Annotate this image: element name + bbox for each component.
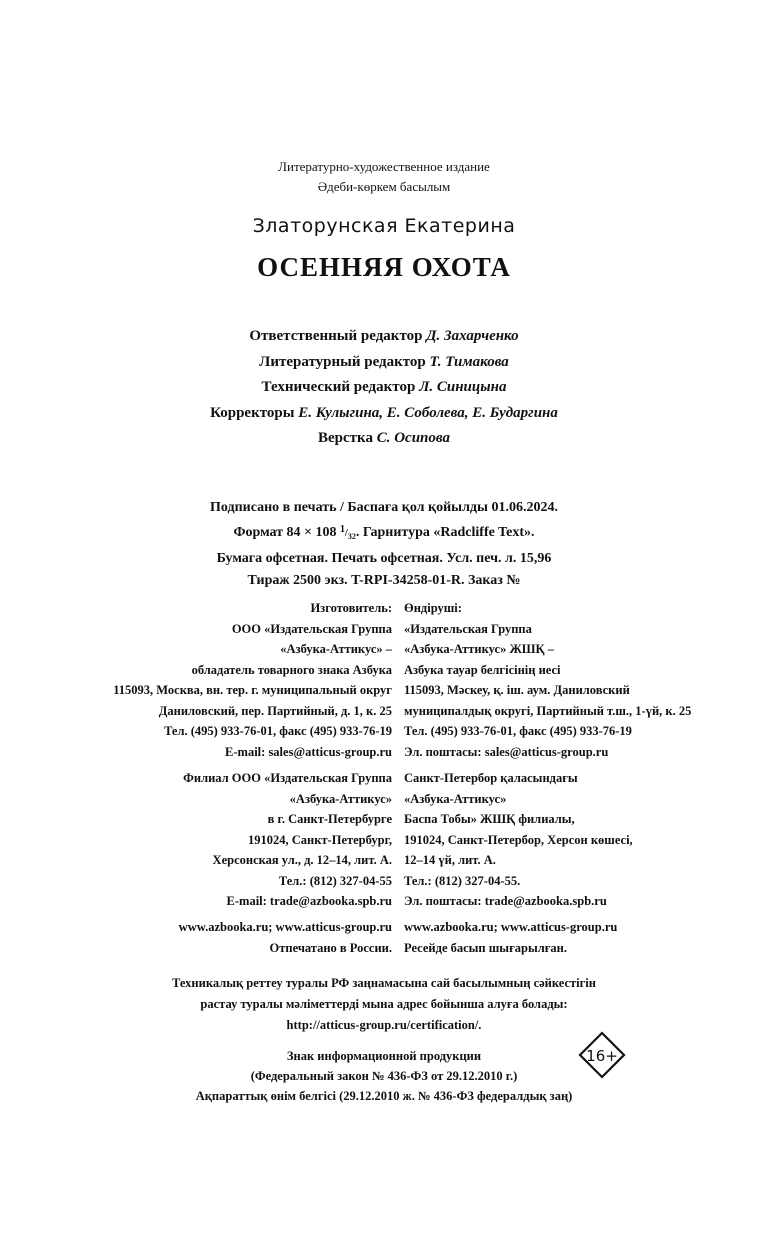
sign-line: Знак информационной продукции <box>286 1049 482 1063</box>
print-run-line: Тираж 2500 экз. T-RPI-34258-01-R. Заказ № <box>247 573 521 588</box>
editor-role: Литературный редактор <box>259 353 426 370</box>
format-denominator: 32 <box>347 532 356 541</box>
web-kz-line: Ресейде басып шығарылған. <box>404 940 567 955</box>
manufacturer-ru-line: обладатель товарного знака Азбука <box>191 662 392 677</box>
manufacturer-kz-line: Өндіруші: <box>404 601 462 615</box>
editor-line <box>0 324 768 350</box>
certification-line: растау туралы мәліметтерді мына адрес бойынша алуға болады: <box>200 997 568 1011</box>
web-ru-line: Отпечатано в России. <box>269 940 392 955</box>
manufacturer-ru-line: E-mail: sales@atticus-group.ru <box>225 744 392 759</box>
branch-ru-line: E-mail: trade@azbooka.spb.ru <box>226 894 392 908</box>
edition-type-ru: Литературно-художественное издание <box>278 159 490 174</box>
web-kz-line: www.azbooka.ru; www.atticus-group.ru <box>404 920 618 934</box>
edition-type <box>0 157 768 197</box>
branch-kz-line: Тел.: (812) 327-04-55. <box>404 873 521 888</box>
age-rating-text: 16+ <box>586 1047 618 1065</box>
web-ru <box>179 917 392 958</box>
format-numerator: 1 <box>340 524 346 535</box>
branch-kz-line: 12–14 үй, лит. А. <box>404 853 496 867</box>
manufacturer-ru-line: Тел. (495) 933-76-01, факс (495) 933-76-19 <box>164 724 392 738</box>
sign-line: (Федеральный закон № 436-ФЗ от 29.12.2010 г.) <box>250 1069 518 1083</box>
branch-kz <box>404 768 633 912</box>
certification-note <box>0 973 768 1036</box>
info-product-sign <box>0 1046 768 1106</box>
manufacturer-ru-line: «Азбука-Аттикус» – <box>280 642 392 656</box>
editor-role: Технический редактор <box>261 379 416 395</box>
branch-ru-line: в г. Санкт-Петербурге <box>267 812 392 826</box>
editor-line <box>0 375 768 401</box>
branch-ru-line: Тел.: (812) 327-04-55 <box>278 873 392 888</box>
editor-line <box>0 401 768 427</box>
branch-kz-line: «Азбука-Аттикус» <box>404 791 507 806</box>
manufacturer-kz-line: Тел. (495) 933-76-01, факс (495) 933-76-19 <box>404 724 632 738</box>
manufacturer-ru-line: Изготовитель: <box>310 601 392 615</box>
print-format-line <box>0 519 768 548</box>
certification-line: Техникалық реттеу туралы РФ заңнамасына сай басылымның сәйкестігін <box>172 976 596 990</box>
branch-ru-line: «Азбука-Аттикус» <box>289 791 392 806</box>
manufacturer-kz-line: «Азбука-Аттикус» ЖШҚ – <box>404 642 554 656</box>
branch-kz-line: Санкт-Петербор қаласындағы <box>404 771 578 785</box>
book-title: ОСЕННЯЯ ОХОТА <box>257 252 511 282</box>
manufacturer-ru-line: 115093, Москва, вн. тер. г. муниципальный округ <box>113 683 392 697</box>
certification-url: http://atticus-group.ru/certification/. <box>286 1018 482 1032</box>
manufacturer-kz-line: Эл. поштасы: sales@atticus-group.ru <box>404 744 609 759</box>
print-signed-line: Подписано в печать / Баспаға қол қойылды 01.06.2024. <box>210 500 558 515</box>
editor-line <box>0 426 768 452</box>
print-paper-line: Бумага офсетная. Печать офсетная. Усл. печ. л. 15,96 <box>216 551 552 566</box>
branch-ru-line: Херсонская ул., д. 12–14, лит. А. <box>212 853 392 867</box>
editor-role: Верстка <box>318 430 373 446</box>
branch-kz-line: Эл. поштасы: trade@azbooka.spb.ru <box>404 894 607 908</box>
editors-list <box>0 324 768 452</box>
manufacturer-ru-line: ООО «Издательская Группа <box>231 621 392 636</box>
manufacturer-ru-line: Даниловский, пер. Партийный, д. 1, к. 25 <box>158 703 392 718</box>
editor-name: Д. Захарченко <box>426 328 519 344</box>
age-rating-badge <box>578 1031 626 1079</box>
format-prefix: Формат 84 × 108 <box>233 525 337 540</box>
manufacturer-kz-line: «Издательская Группа <box>404 621 532 636</box>
branch-kz-line: Баспа Тобы» ЖШҚ филиалы, <box>404 812 575 826</box>
manufacturer-kz-line: 115093, Мәскеу, қ. іш. аум. Даниловский <box>404 683 630 697</box>
editor-role: Корректоры <box>210 404 295 421</box>
editor-line <box>0 350 768 376</box>
branch-ru <box>183 768 392 912</box>
manufacturer-kz-line: Азбука тауар белгісінің иесі <box>404 662 561 677</box>
print-info <box>0 497 768 592</box>
editor-name: Т. Тимакова <box>429 353 509 370</box>
editor-role: Ответственный редактор <box>249 328 423 344</box>
branch-kz-line: 191024, Санкт-Петербор, Херсон көшесі, <box>404 832 633 847</box>
branch-ru-line: Филиал ООО «Издательская Группа <box>183 771 392 785</box>
manufacturer-kz <box>404 598 691 762</box>
branch-ru-line: 191024, Санкт-Петербург, <box>247 832 392 847</box>
format-fraction: $^1/_{32}$ <box>340 524 356 541</box>
editor-name: Е. Кулыгина, Е. Соболева, Е. Бударгина <box>298 404 558 421</box>
editor-name: С. Осипова <box>376 430 450 446</box>
manufacturer-kz-line: муниципалдық округі, Партийный т.ш., 1-үй, к. 25 <box>404 703 692 718</box>
editor-name: Л. Синицына <box>419 379 507 395</box>
web-kz <box>404 917 617 958</box>
web-ru-line: www.azbooka.ru; www.atticus-group.ru <box>178 920 392 934</box>
sign-line: Ақпараттық өнім белгісі (29.12.2010 ж. № 436-ФЗ федералдық заң) <box>195 1089 573 1103</box>
edition-type-kz: Әдеби-көркем басылым <box>317 179 451 194</box>
format-suffix: . Гарнитура «Radcliffe Text». <box>355 525 535 540</box>
manufacturer-ru <box>113 598 392 762</box>
author-name: Златорунская Екатерина <box>252 215 516 237</box>
